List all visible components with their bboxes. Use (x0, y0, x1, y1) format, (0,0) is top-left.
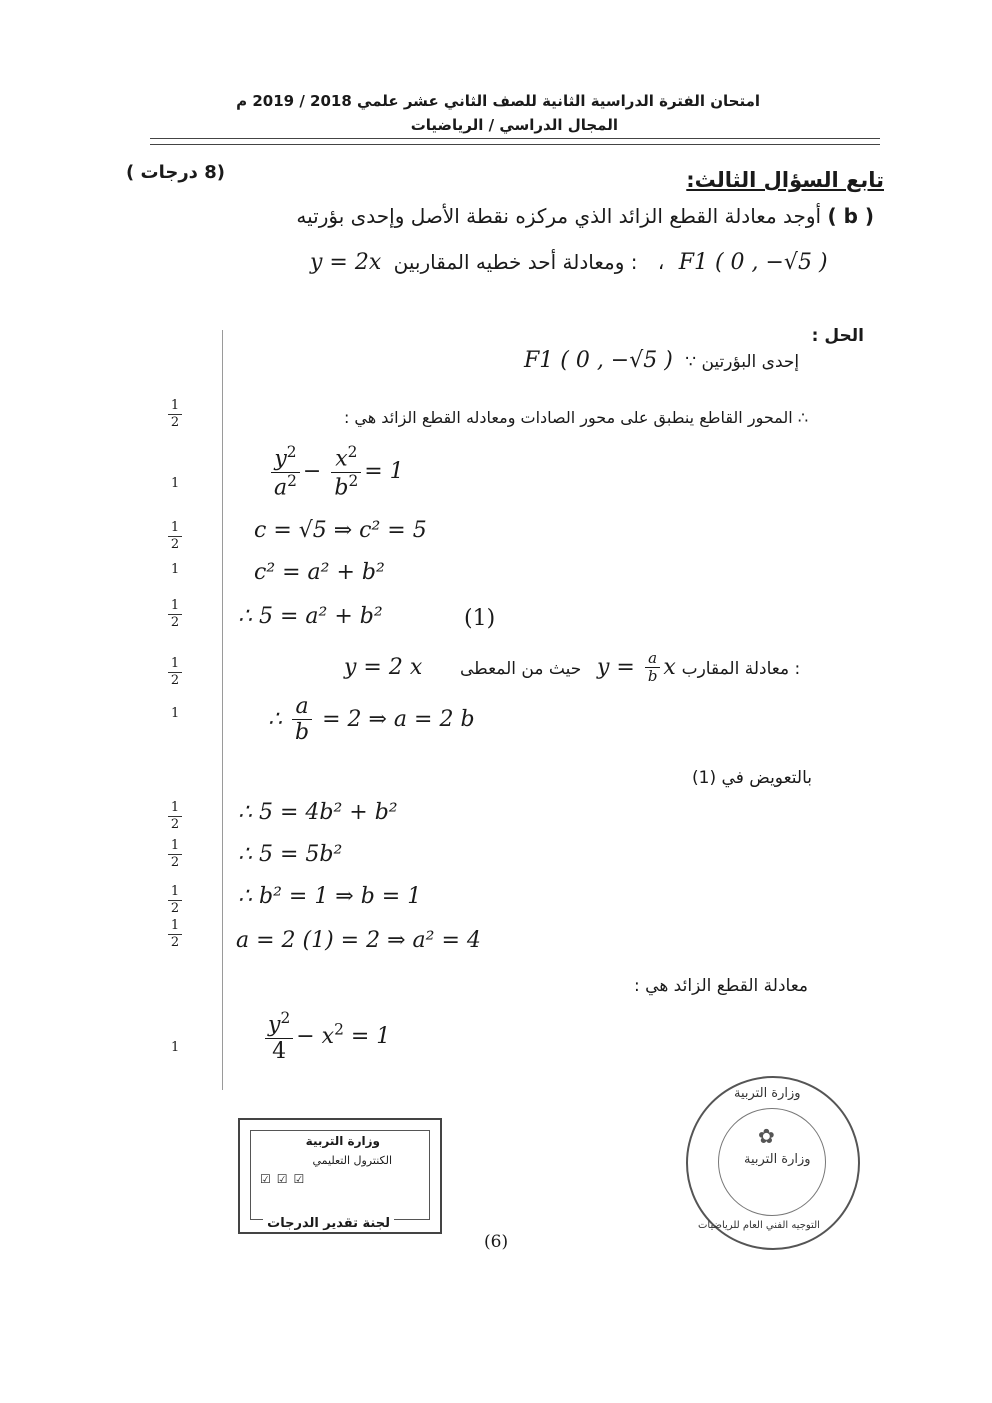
given-data-line (310, 250, 828, 275)
question-statement (296, 204, 874, 228)
substitution-text: بالتعويض في (1) (692, 768, 812, 788)
final-text: معادلة القطع الزائد هي : (634, 976, 808, 996)
ratio-line: ∴ $\frac{a}{b}$ = 2 ⇒ a = 2 b (268, 694, 475, 746)
transverse-axis-text: ∴ المحور القاطع ينطبق على محور الصادات ومعادله القطع الزائد هي : (343, 408, 808, 427)
given-separator: ، (657, 250, 665, 274)
step-3: ∴ b² = 1 ⇒ b = 1 (238, 884, 422, 909)
asymptote-given-eq: y = 2 x (344, 654, 423, 680)
focus-text: ∵ إحدى البؤرتين (685, 352, 800, 372)
mark-half: $\frac{1}{2}$ (168, 838, 182, 870)
mark-one: 1 (171, 1040, 180, 1055)
part-label: ( b ) (827, 204, 874, 228)
equation-1-tag: (1) (464, 606, 496, 631)
marks-label: (8 درجات ) (126, 162, 225, 183)
header-rule-bottom (150, 144, 880, 145)
seal-center-text: وزارة التربية (744, 1152, 811, 1167)
mark-half: $\frac{1}{2}$ (168, 918, 182, 950)
seal-top-text: وزارة التربية (734, 1086, 801, 1101)
mark-half: $\frac{1}{2}$ (168, 800, 182, 832)
mark-half: $\frac{1}{2}$ (168, 398, 182, 430)
seal-bottom-text: التوجيه الفني العام للرياضيات (698, 1220, 820, 1231)
c-squared-line: c² = a² + b² (254, 560, 385, 585)
step-4: a = 2 (1) = 2 ⇒ a² = 4 (236, 928, 481, 953)
asymptote-given-text: حيث من المعطى (459, 658, 582, 679)
asymptote-line (344, 650, 800, 686)
mark-one: 1 (171, 562, 180, 577)
stamp-footer: لجنة تقدير الدرجات (263, 1216, 394, 1231)
mark-half: $\frac{1}{2}$ (168, 656, 182, 688)
mark-one: 1 (171, 476, 180, 491)
exam-title: امتحان الفترة الدراسية الثانية للصف الثاني عشر علمي 2018 / 2019 م (236, 92, 760, 110)
grading-committee-stamp (238, 1118, 442, 1234)
ministry-seal (686, 1076, 860, 1250)
statement-text: أوجد معادلة القطع الزائد الذي مركزه نقطة الأصل وإحدى بؤرتيه (296, 204, 822, 228)
given-asymptote-text: ومعادلة أحد خطيه المقاربين : (393, 250, 638, 274)
step-1: ∴ 5 = 4b² + b² (238, 800, 398, 825)
page-number: (6) (484, 1232, 509, 1252)
mark-half: $\frac{1}{2}$ (168, 598, 182, 630)
focus-line (524, 348, 799, 373)
mark-half: $\frac{1}{2}$ (168, 884, 182, 916)
checkbox-list-icon: ☑☑☑ (260, 1172, 311, 1186)
emblem-icon: ✿ (758, 1124, 775, 1148)
step-2: ∴ 5 = 5b² (238, 842, 343, 867)
subject-line: المجال الدراسي / الرياضيات (410, 116, 618, 134)
equation-1-line: ∴ 5 = a² + b² (238, 604, 383, 629)
stamp-subtitle: الكنترول التعليمي (312, 1154, 392, 1167)
stamp-title: وزارة التربية (305, 1134, 380, 1148)
given-asymptote-eq: y = 2x (310, 250, 382, 275)
c-value-line: c = √5 ⇒ c² = 5 (254, 518, 427, 543)
question-title: تابع السؤال الثالث: (686, 168, 884, 192)
standard-form-eq: $\frac{y^2}{a^2}$ − $\frac{x^2}{b^2}$ = 1 (268, 444, 404, 500)
header-rule-top (150, 138, 880, 139)
focus-value: F1 ( 0 , −√5 ) (524, 348, 673, 373)
mark-one: 1 (171, 706, 180, 721)
given-focus: F1 ( 0 , −√5 ) (678, 250, 828, 275)
mark-half: $\frac{1}{2}$ (168, 520, 182, 552)
asymptote-label: معادلة المقارب : (681, 658, 801, 679)
solution-label: الحل : (811, 326, 864, 346)
final-equation: $\frac{y^2}{4}$ − $x^2 = 1$ (262, 1010, 390, 1064)
margin-line (222, 330, 223, 1090)
asymptote-general-eq: y = $\frac{a}{b}$ x (596, 649, 676, 686)
